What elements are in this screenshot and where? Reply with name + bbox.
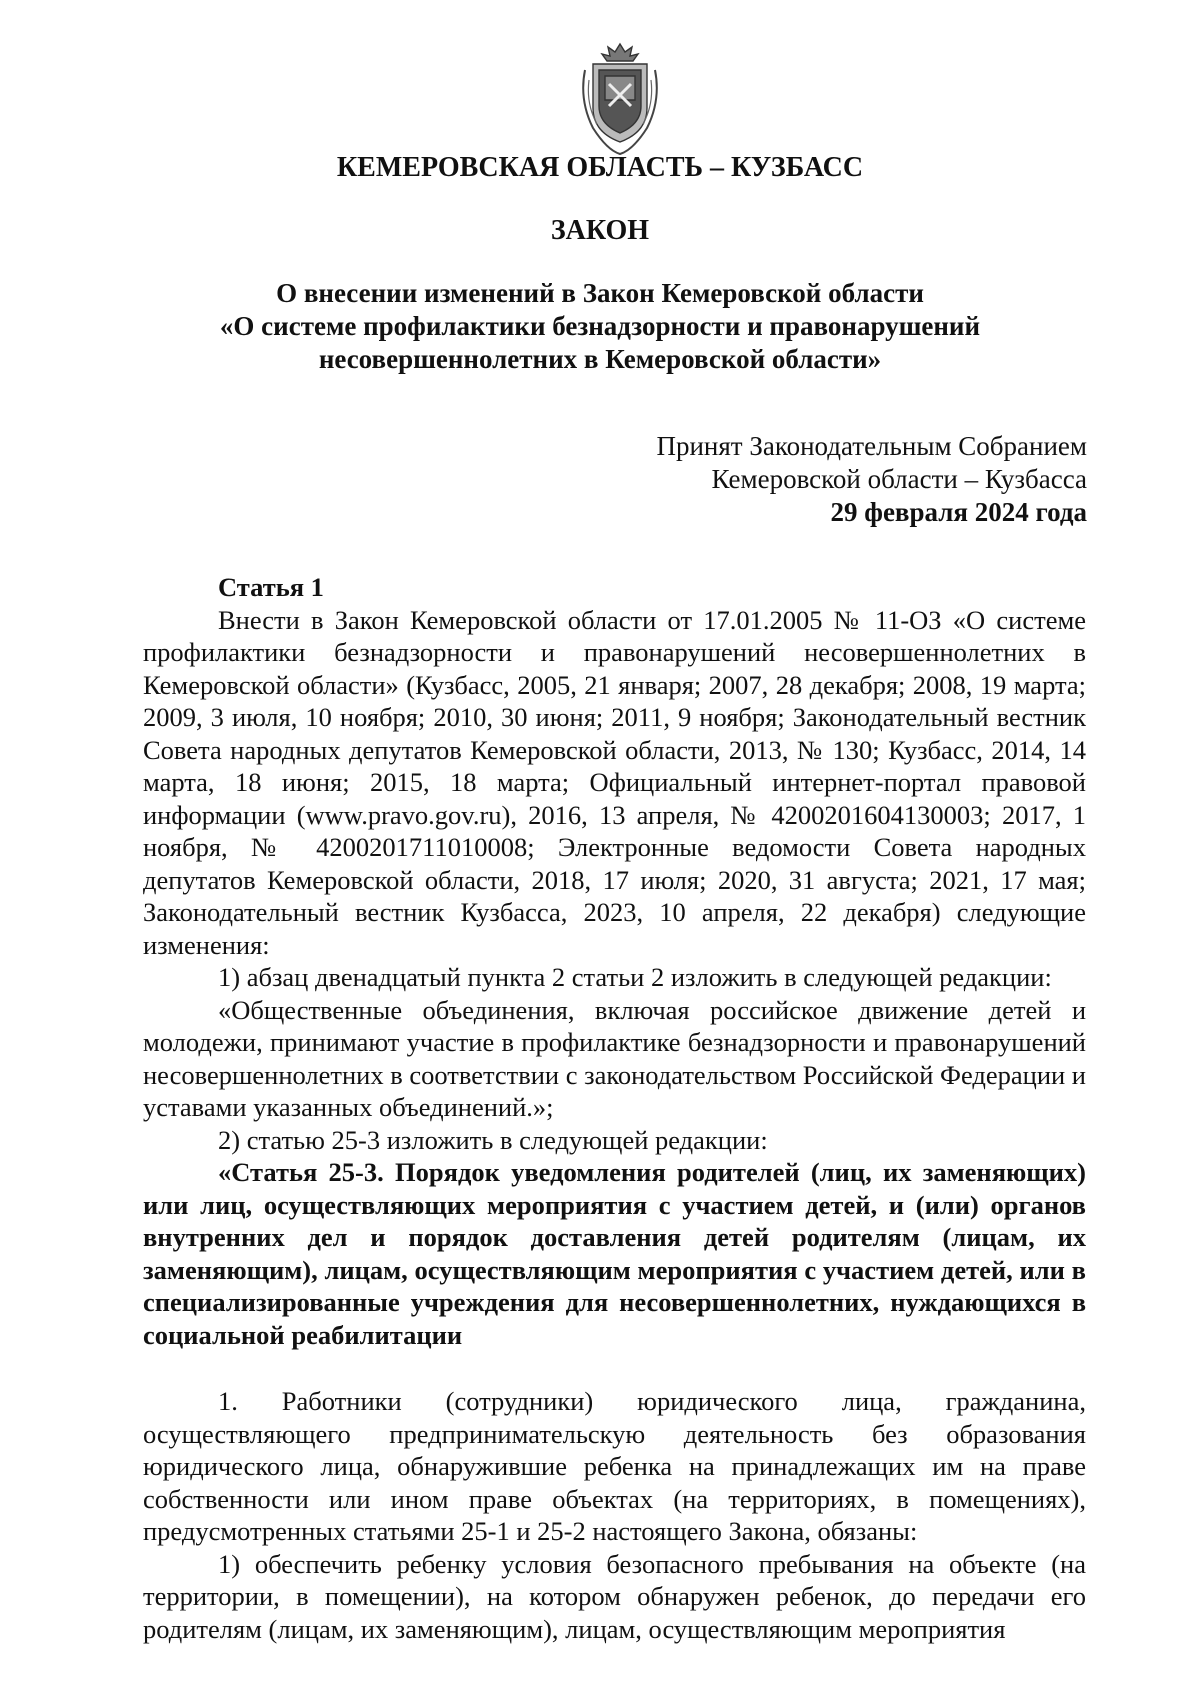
amendment-text-1: «Общественные объединения, включая российское движение детей и молодежи, принимают участие в профилактике безнадзорности и правонарушений несовершеннолетних в соответствии с законодательством Российской Федерации и уставами указанных объединений.»; bbox=[143, 994, 1086, 1122]
law-title-line: несовершеннолетних в Кемеровской области» bbox=[318, 344, 882, 374]
document-type: ЗАКОН bbox=[550, 215, 650, 246]
adoption-block bbox=[656, 430, 1087, 529]
article-25-3-para-1-item-1: 1) обеспечить ребенку условия безопасного пребывания на объекте (на территории, в помещении), на котором обнаружен ребенок, до передачи его родителям (лицам, их заменяющим), лицам, осуществляющим мероприятия bbox=[143, 1548, 1086, 1644]
article-25-3-title: «Статья 25-3. Порядок уведомления родителей (лиц, их заменяющих) или лиц, осуществляющих мероприятия с участием детей, и (или) органов внутренних дел и порядок доставления детей родителям (лицам, их заменяющим), лицам, осуществляющим мероприятия с участием детей, или в специализированные учреждения для несовершеннолетних, нуждающихся в социальной реабилитации bbox=[143, 1157, 1086, 1350]
article-25-3-para-1: 1. Работники (сотрудники) юридического лица, гражданина, осуществляющего предпринимательскую деятельность без образования юридического лица, обнаружившие ребенка на принадлежащих им на праве собственности или ином праве объектах (на территориях, в помещениях), предусмотренных статьями 25-1 и 25-2 настоящего Закона, обязаны: bbox=[143, 1386, 1086, 1546]
paragraph-gap bbox=[143, 1351, 1086, 1385]
law-title-line: О внесении изменений в Закон Кемеровской области bbox=[276, 278, 924, 308]
coat-of-arms-emblem bbox=[575, 40, 665, 158]
article-intro: Внести в Закон Кемеровской области от 17.01.2005 № 11-ОЗ «О системе профилактики безнадзорности и правонарушений несовершеннолетних в Кемеровской области» (Кузбасс, 2005, 21 января; 2007, 28 декабря; 2008, 19 марта; 2009, 3 июля, 10 ноября; 2010, 30 июня; 2011, 9 ноября; Законодательный вестник Совета народных депутатов Кемеровской области, 2013, № 130; Кузбасс, 2014, 14 марта, 18 июня; 2015, 18 марта; Официальный интернет-портал правовой информации (www.pravo.gov.ru), 2016, 13 апреля, № 4200201604130003; 2017, 1 ноября, № 4200201711010008; Электронные ведомости Совета народных депутатов Кемеровской области, 2018, 17 июля; 2020, 31 августа; 2021, 17 мая; Законодательный вестник Кузбасса, 2023, 10 апреля, 22 декабря) следующие изменения: bbox=[143, 604, 1086, 960]
law-title-line: «О системе профилактики безнадзорности и правонарушений bbox=[219, 311, 981, 341]
adoption-date: 29 февраля 2024 года bbox=[830, 497, 1087, 527]
law-title bbox=[0, 277, 1200, 376]
amendment-item-2: 2) статью 25-3 изложить в следующей редакции: bbox=[218, 1124, 768, 1155]
article-title: Статья 1 bbox=[218, 572, 324, 602]
region-name: КЕМЕРОВСКАЯ ОБЛАСТЬ – КУЗБАСС bbox=[336, 152, 864, 183]
amendment-item-1: 1) абзац двенадцатый пункта 2 статьи 2 изложить в следующей редакции: bbox=[218, 962, 1052, 992]
document-body bbox=[143, 571, 1086, 1645]
adoption-line: Кемеровской области – Кузбасса bbox=[711, 464, 1087, 494]
adoption-line: Принят Законодательным Собранием bbox=[656, 431, 1087, 461]
